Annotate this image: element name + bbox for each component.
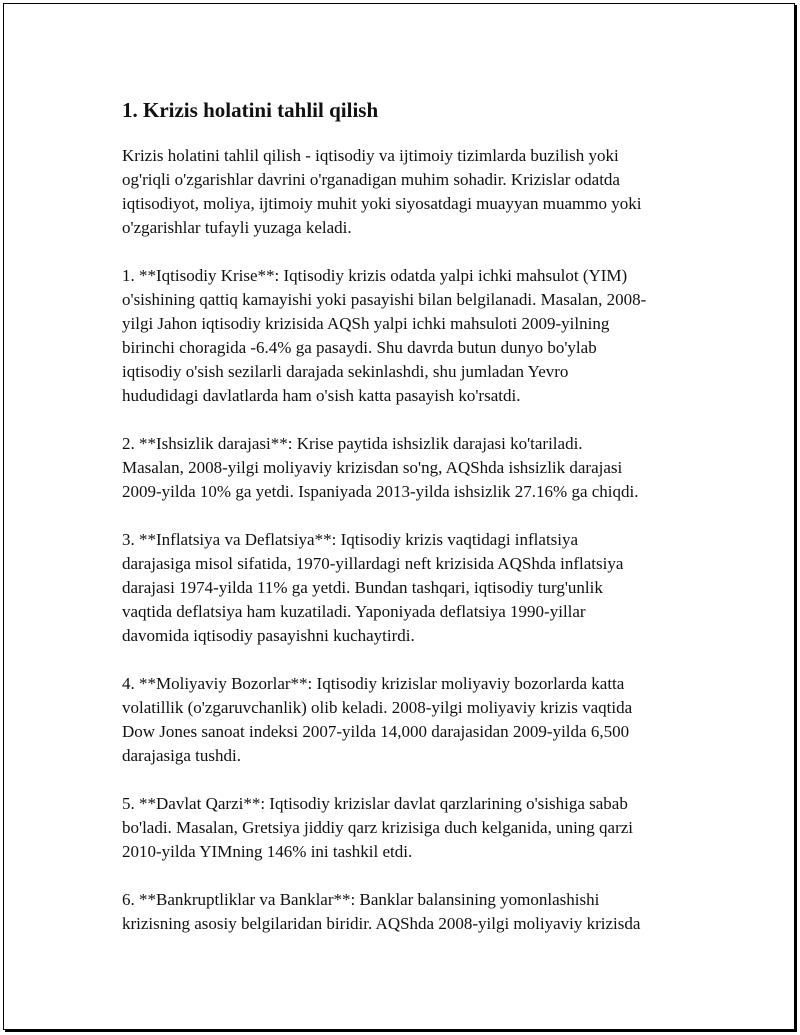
paragraph-inflation-deflation: 3. **Inflatsiya va Deflatsiya**: Iqtisodiy krizis vaqtidagi inflatsiya darajasiga misol sifatida, 1970-yillardagi neft krizisida AQShda inflatsiya darajasi 1974-yilda 11% ga yetdi. Bundan tashqari, iqtisodiy turg'unlik vaqtida deflatsiya ham kuzatiladi. Yaponiyada deflatsiya 1990-yillar davomida iqtisodiy pasayishni kuchaytirdi. <box>122 530 624 645</box>
paragraph-bankruptcies-banks: 6. **Bankruptliklar va Banklar**: Banklar balansining yomonlashishi krizisning asosiy belgilaridan biridir. AQShda 2008-yilgi moliyaviy krizisda <box>122 890 641 933</box>
paragraph-public-debt: 5. **Davlat Qarzi**: Iqtisodiy krizislar davlat qarzlarining o'sishiga sabab bo'ladi. Masalan, Gretsiya jiddiy qarz krizisiga duch kelganida, uning qarzi 2010-yilda YIMning 146% ini tashkil etdi. <box>122 794 634 861</box>
document-page <box>3 3 795 1030</box>
section-heading: 1. Krizis holatini tahlil qilish <box>122 98 379 122</box>
paragraph-unemployment: 2. **Ishsizlik darajasi**: Krise paytida ishsizlik darajasi ko'tariladi. Masalan, 2008-yilgi moliyaviy krizisdan so'ng, AQShda ishsizlik darajasi 2009-yilda 10% ga yetdi. Ispaniyada 2013-yilda ishsizlik 27.16% ga chiqdi. <box>122 434 639 501</box>
paragraph-financial-markets: 4. **Moliyaviy Bozorlar**: Iqtisodiy krizislar moliyaviy bozorlarda katta volatillik (o'zgaruvchanlik) olib keladi. 2008-yilgi moliyaviy krizis vaqtida Dow Jones sanoat indeksi 2007-yilda 14,000 darajasidan 2009-yilda 6,500 darajasiga tushdi. <box>122 674 633 765</box>
paragraph-economic-crisis: 1. **Iqtisodiy Krise**: Iqtisodiy krizis odatda yalpi ichki mahsulot (YIM) o'sishining qattiq kamayishi yoki pasayishi bilan belgilanadi. Masalan, 2008- yilgi Jahon iqtisodiy krizisida AQSh yalpi ichki mahsuloti 2009-yilning birinchi choragida -6.4% ga pasaydi. Shu davrda butun dunyo bo'ylab iqtisodiy o'sish sezilarli darajada sekinlashdi, shu jumladan Yevro hududidagi davlatlarda ham o'sish katta pasayish ko'rsatdi. <box>122 266 647 405</box>
intro-paragraph: Krizis holatini tahlil qilish - iqtisodiy va ijtimoiy tizimlarda buzilish yoki og'riqli o'zgarishlar davrini o'rganadigan muhim sohadir. Krizislar odatda iqtisodiyot, moliya, ijtimoiy muhit yoki siyosatdagi muayyan muammo yoki o'zgarishlar tufayli yuzaga keladi. <box>122 146 642 237</box>
document-body <box>122 96 702 960</box>
